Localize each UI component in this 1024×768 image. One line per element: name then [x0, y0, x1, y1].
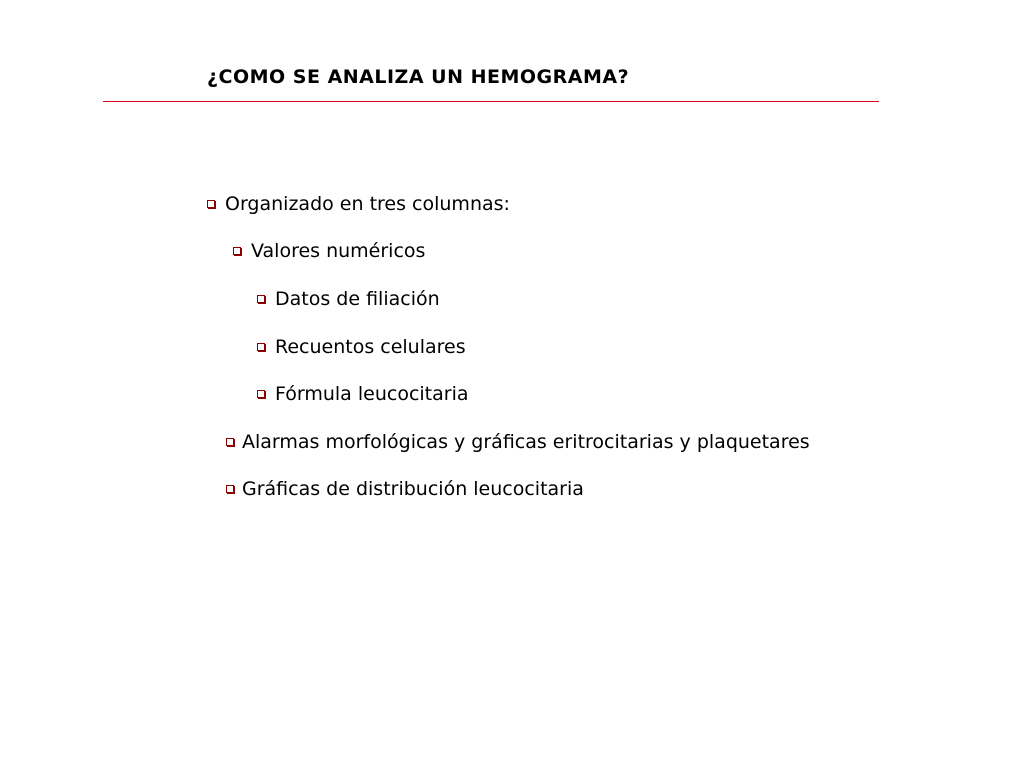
bullet-text: Datos de filiación	[275, 288, 440, 310]
title-divider	[103, 101, 879, 102]
bullet-item-datos-filiacion	[257, 288, 440, 310]
bullet-text: Alarmas morfológicas y gráficas eritrocitarias y plaquetares	[242, 431, 810, 453]
bullet-text: Organizado en tres columnas:	[225, 193, 510, 215]
bullet-item-organizado	[207, 193, 510, 215]
square-bullet-icon	[207, 200, 215, 208]
bullet-text: Gráficas de distribución leucocitaria	[242, 478, 584, 500]
bullet-item-alarmas-morfologicas	[226, 431, 810, 453]
bullet-item-formula-leucocitaria	[257, 383, 469, 405]
bullet-item-graficas-distribucion	[226, 478, 584, 500]
bullet-text: Valores numéricos	[251, 240, 426, 262]
bullet-item-recuentos-celulares	[257, 336, 466, 358]
square-bullet-icon	[257, 390, 265, 398]
bullet-text: Fórmula leucocitaria	[275, 383, 469, 405]
slide-title: ¿COMO SE ANALIZA UN HEMOGRAMA?	[207, 66, 630, 88]
bullet-text: Recuentos celulares	[275, 336, 466, 358]
square-bullet-icon	[226, 485, 234, 493]
bullet-item-valores-numericos	[233, 240, 425, 262]
square-bullet-icon	[257, 343, 265, 351]
square-bullet-icon	[257, 295, 265, 303]
square-bullet-icon	[226, 438, 234, 446]
square-bullet-icon	[233, 247, 241, 255]
